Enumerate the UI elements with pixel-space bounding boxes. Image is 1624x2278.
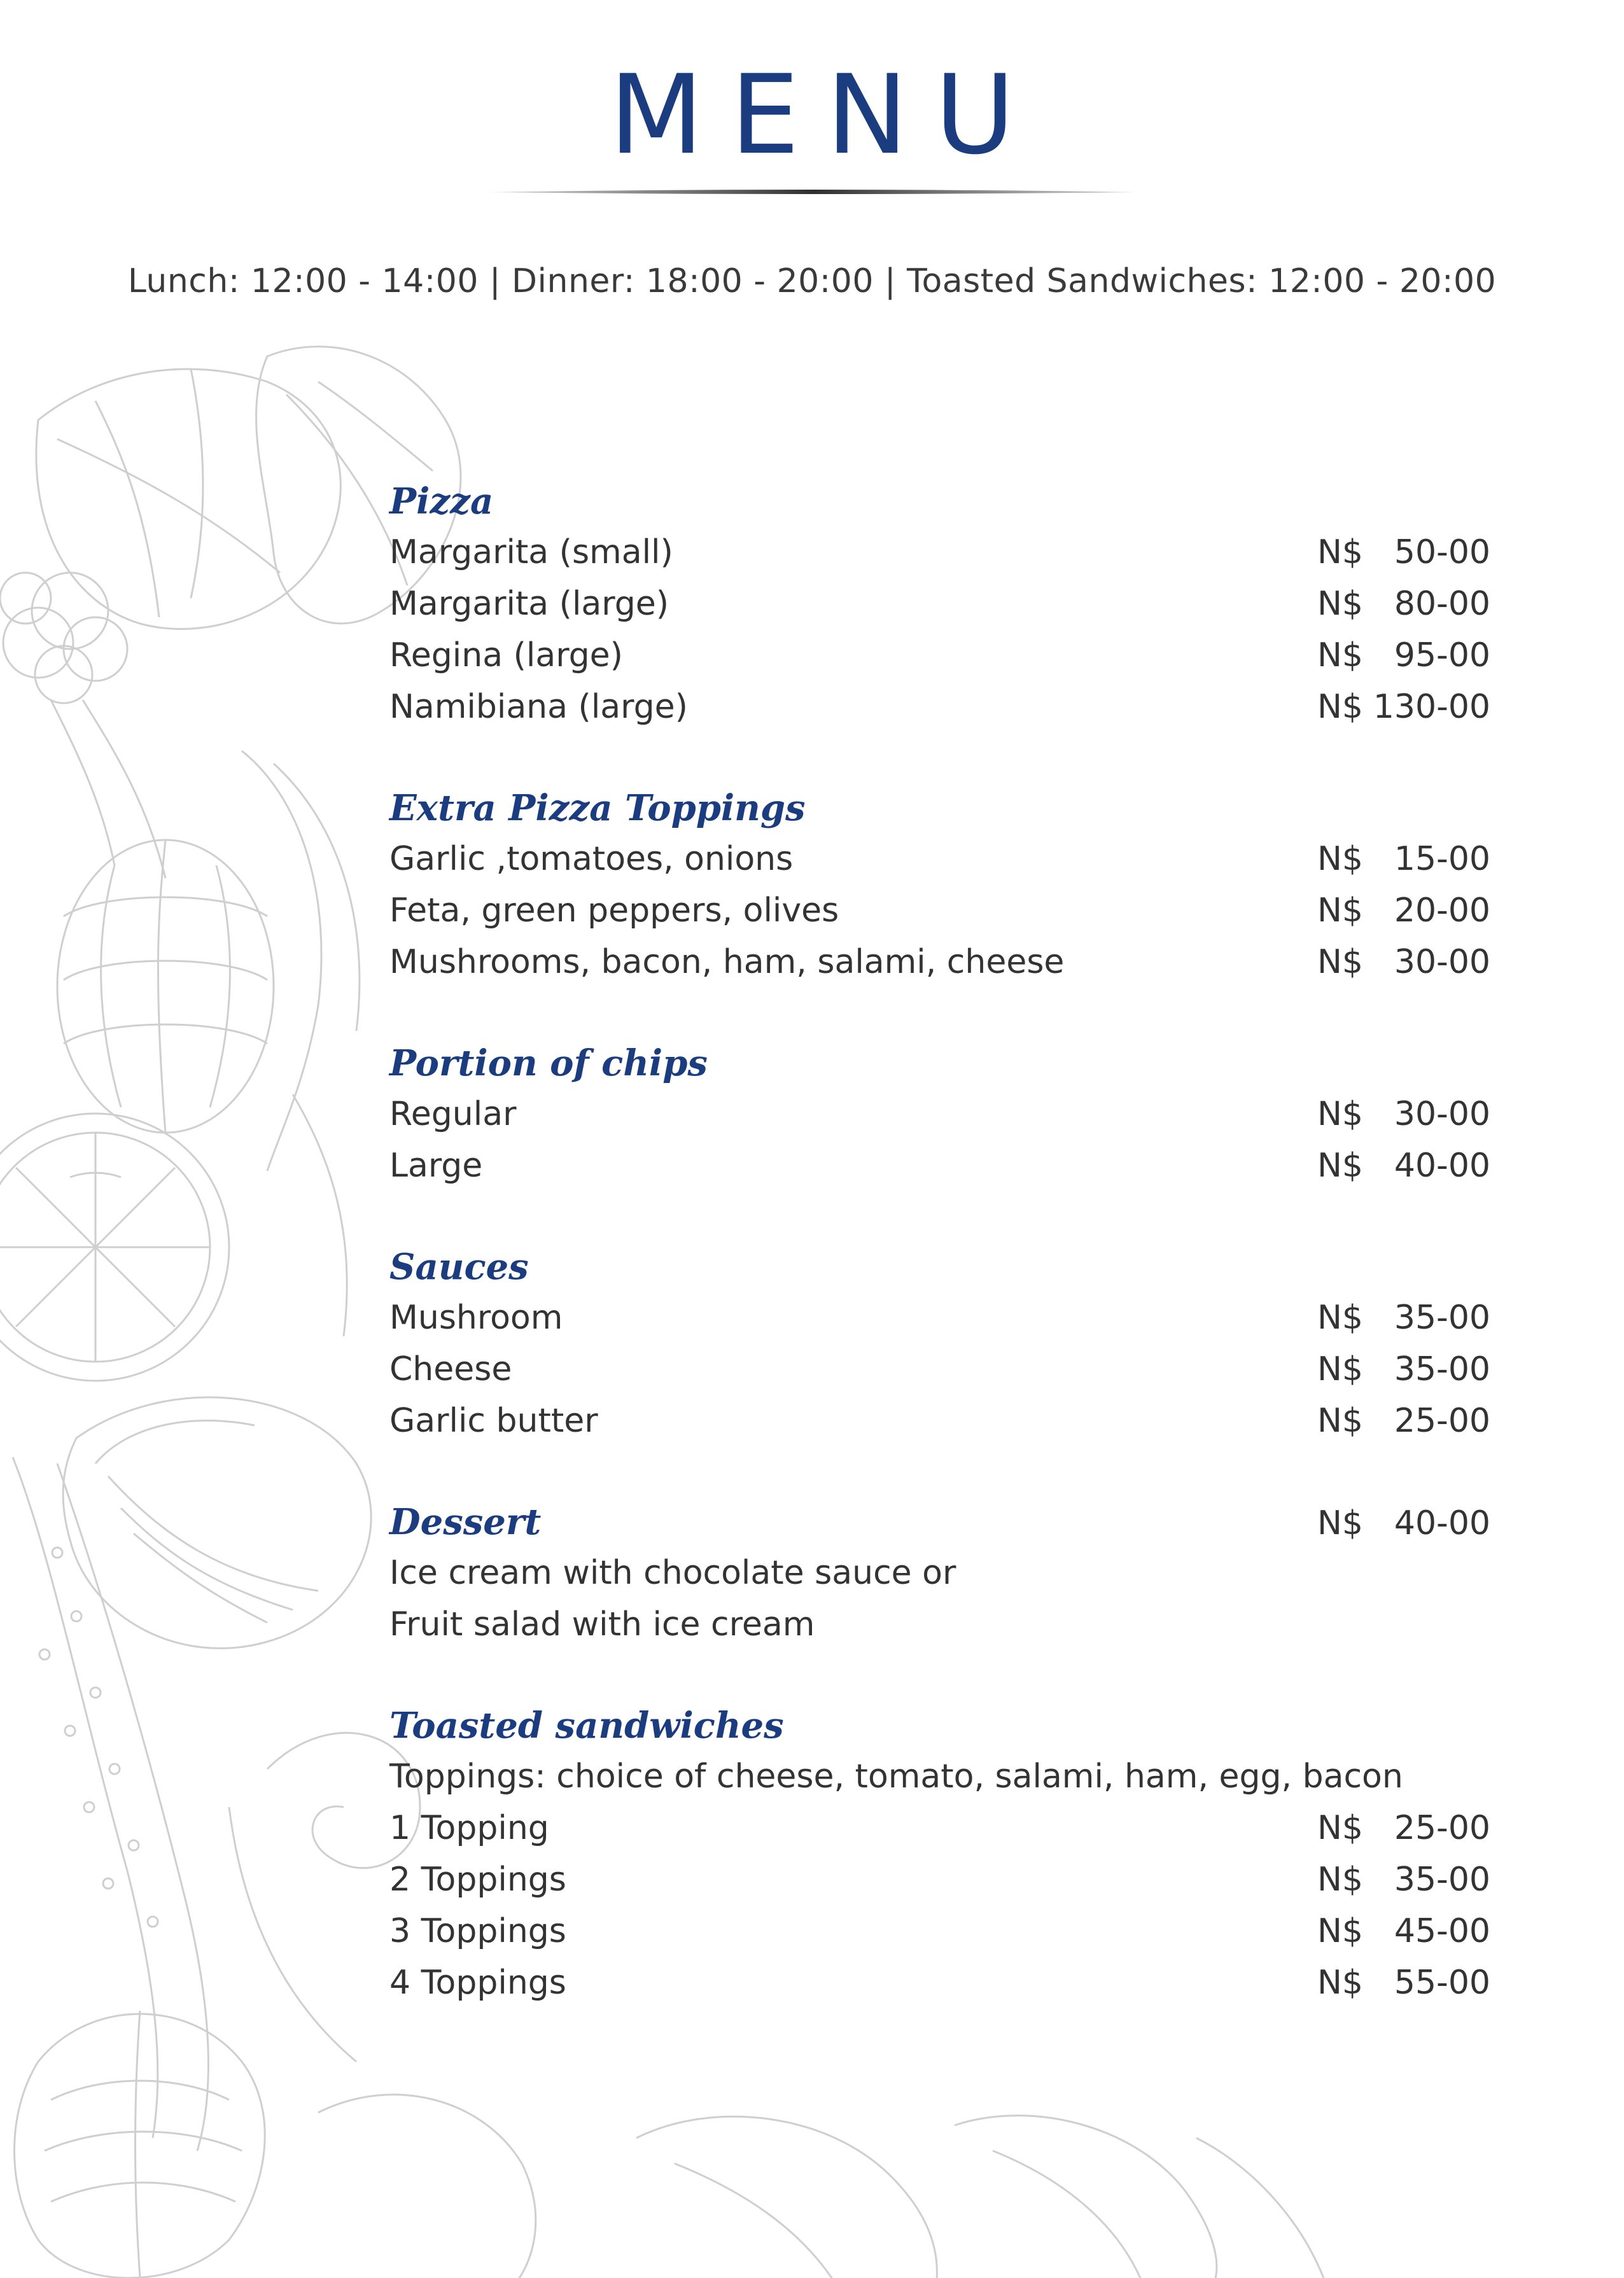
section-dessert xyxy=(389,1497,1490,1651)
section-toasted-sandwiches xyxy=(389,1700,1490,2009)
menu-item xyxy=(389,630,1490,681)
price-amount: 35-00 xyxy=(1394,1861,1490,1899)
currency: N$ xyxy=(1317,1350,1363,1388)
menu-item xyxy=(389,1854,1490,1906)
currency: N$ xyxy=(1317,943,1363,981)
price-amount: 130-00 xyxy=(1373,688,1490,726)
menu-item xyxy=(389,1089,1490,1140)
menu-item xyxy=(389,1292,1490,1344)
section-portion-of-chips xyxy=(389,1038,1490,1192)
currency: N$ xyxy=(1317,533,1363,571)
section-title: Pizza xyxy=(389,480,494,522)
menu-item xyxy=(389,578,1490,630)
currency: N$ xyxy=(1317,1912,1363,1950)
currency: N$ xyxy=(1317,1299,1363,1337)
currency: N$ xyxy=(1317,1964,1363,2002)
section-header xyxy=(389,1038,1490,1089)
price-amount: 15-00 xyxy=(1394,840,1490,878)
menu-content xyxy=(389,476,1490,2058)
menu-item xyxy=(389,834,1490,885)
item-price xyxy=(1317,578,1490,630)
item-price xyxy=(1317,1957,1490,2009)
item-price xyxy=(1317,630,1490,681)
item-name: Namibiana (large) xyxy=(389,688,688,726)
item-name: Cheese xyxy=(389,1350,512,1388)
section-title: Extra Pizza Toppings xyxy=(389,787,806,829)
menu-item xyxy=(389,1395,1490,1447)
item-name: 4 Toppings xyxy=(389,1964,566,2002)
price-amount: 35-00 xyxy=(1394,1299,1490,1337)
currency: N$ xyxy=(1317,1402,1363,1440)
currency: N$ xyxy=(1317,891,1363,930)
section-header xyxy=(389,1497,1490,1548)
item-name: 2 Toppings xyxy=(389,1861,566,1899)
item-name: Margarita (small) xyxy=(389,533,673,571)
price-amount: 50-00 xyxy=(1394,533,1490,571)
currency: N$ xyxy=(1317,1504,1363,1542)
item-name: Regular xyxy=(389,1095,517,1133)
menu-item xyxy=(389,885,1490,937)
currency: N$ xyxy=(1317,1861,1363,1899)
price-amount: 20-00 xyxy=(1394,891,1490,930)
item-name: Garlic butter xyxy=(389,1402,598,1440)
section-title: Sauces xyxy=(389,1246,529,1288)
toppings-note: Toppings: choice of cheese, tomato, salami, ham, egg, bacon xyxy=(389,1757,1403,1796)
item-price xyxy=(1317,1906,1490,1957)
title-underline xyxy=(489,188,1138,196)
menu-item xyxy=(389,527,1490,578)
item-price xyxy=(1317,1089,1490,1140)
dessert-description: Fruit salad with ice cream xyxy=(389,1605,815,1644)
section-sauces xyxy=(389,1241,1490,1447)
item-price xyxy=(1317,1854,1490,1906)
price-amount: 30-00 xyxy=(1394,1095,1490,1133)
price-amount: 35-00 xyxy=(1394,1350,1490,1388)
item-name: 3 Toppings xyxy=(389,1912,566,1950)
item-price xyxy=(1317,1395,1490,1447)
item-name: Mushrooms, bacon, ham, salami, cheese xyxy=(389,943,1065,981)
item-price xyxy=(1317,527,1490,578)
section-header xyxy=(389,476,1490,527)
item-price xyxy=(1317,1344,1490,1395)
item-price xyxy=(1317,681,1490,733)
price-amount: 40-00 xyxy=(1394,1147,1490,1185)
menu-item xyxy=(389,1344,1490,1395)
item-name: Regina (large) xyxy=(389,636,623,674)
currency: N$ xyxy=(1317,585,1363,623)
item-name: Mushroom xyxy=(389,1299,563,1337)
item-name: Margarita (large) xyxy=(389,585,669,623)
price-amount: 30-00 xyxy=(1394,943,1490,981)
menu-item xyxy=(389,1140,1490,1192)
section-title: Dessert xyxy=(389,1501,542,1543)
price-amount: 25-00 xyxy=(1394,1402,1490,1440)
item-price xyxy=(1317,834,1490,885)
currency: N$ xyxy=(1317,688,1363,726)
currency: N$ xyxy=(1317,1147,1363,1185)
section-pizza xyxy=(389,476,1490,733)
dessert-description: Ice cream with chocolate sauce or xyxy=(389,1554,956,1592)
item-price xyxy=(1317,1803,1490,1854)
item-price xyxy=(1317,1140,1490,1192)
section-title: Portion of chips xyxy=(389,1042,708,1084)
item-price xyxy=(1317,1498,1490,1549)
item-price xyxy=(1317,885,1490,937)
menu-title: MENU xyxy=(609,51,1042,179)
price-amount: 55-00 xyxy=(1394,1964,1490,2002)
section-header xyxy=(389,783,1490,834)
price-amount: 40-00 xyxy=(1394,1504,1490,1542)
price-amount: 45-00 xyxy=(1394,1912,1490,1950)
currency: N$ xyxy=(1317,1809,1363,1847)
menu-item xyxy=(389,937,1490,988)
menu-item xyxy=(389,1803,1490,1854)
menu-item xyxy=(389,1906,1490,1957)
price-amount: 80-00 xyxy=(1394,585,1490,623)
price-amount: 25-00 xyxy=(1394,1809,1490,1847)
section-header xyxy=(389,1700,1490,1751)
menu-item xyxy=(389,681,1490,733)
price-amount: 95-00 xyxy=(1394,636,1490,674)
opening-hours: Lunch: 12:00 - 14:00 | Dinner: 18:00 - 20:00 | Toasted Sandwiches: 12:00 - 20:00 xyxy=(127,262,1497,300)
currency: N$ xyxy=(1317,636,1363,674)
menu-item xyxy=(389,1957,1490,2009)
section-header xyxy=(389,1241,1490,1292)
item-name: Feta, green peppers, olives xyxy=(389,891,839,930)
section-title: Toasted sandwiches xyxy=(389,1705,784,1747)
currency: N$ xyxy=(1317,840,1363,878)
item-name: 1 Topping xyxy=(389,1809,549,1847)
currency: N$ xyxy=(1317,1095,1363,1133)
item-price xyxy=(1317,937,1490,988)
item-name: Large xyxy=(389,1147,483,1185)
section-extra-pizza-toppings xyxy=(389,783,1490,988)
item-price xyxy=(1317,1292,1490,1344)
item-name: Garlic ,tomatoes, onions xyxy=(389,840,794,878)
